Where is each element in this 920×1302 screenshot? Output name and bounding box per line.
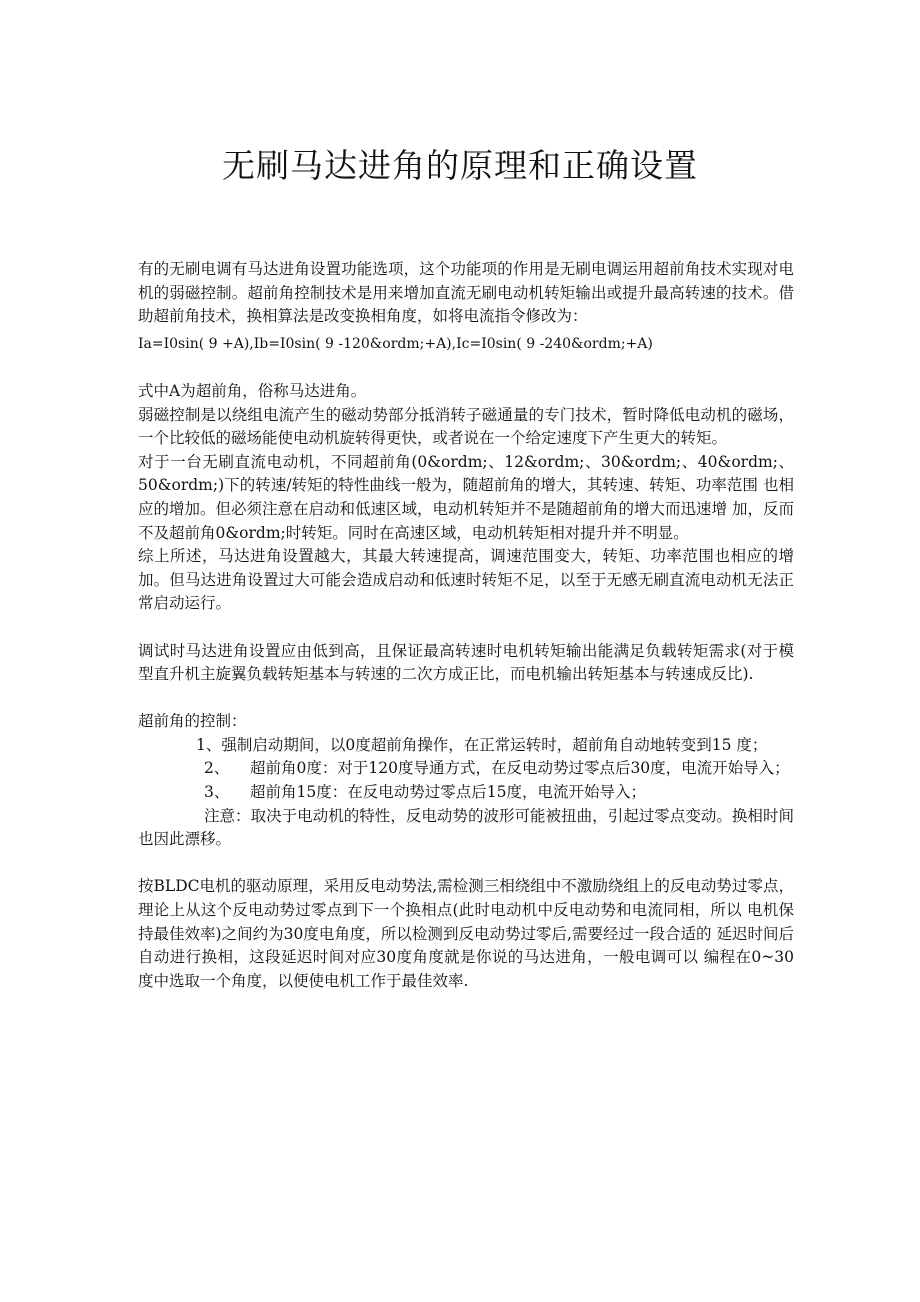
intro-paragraph: 有的无刷电调有马达进角设置功能选项，这个功能项的作用是无刷电调运用超前角技术实现对电机的弱磁控制。超前角控制技术是用来增加直流无刷电动机转矩输出或提升最高转速的技术。借助超前角技术，换相算法是改变换相角度，如将电流指令修改为： (138, 260, 794, 326)
paragraph-gap (138, 616, 794, 640)
summary-paragraph: 综上所述，马达进角设置越大，其最大转速提高，调速范围变大，转矩、功率范围也相应的增加。但马达进角设置过大可能会造成启动和低速时转矩不足，以至于无感无刷直流电动机无法正常启动运行。 (138, 547, 794, 613)
control-heading: 超前角的控制： (138, 712, 247, 731)
document-body (138, 258, 794, 993)
paragraph-gap (138, 852, 794, 876)
control-item-3 (138, 781, 794, 805)
debug-paragraph: 调试时马达进角设置应由低到高，且保证最高转速时电机转矩输出能满足负载转矩需求(对于模型直升机主旋翼负载转矩基本与转速的二次方成正比，而电机输出转矩基本与转速成反比). (138, 641, 794, 684)
formula-note: 式中A为超前角，俗称马达进角。 (138, 381, 367, 400)
weak-field-paragraph: 弱磁控制是以绕组电流产生的磁动势部分抵消转子磁通量的专门技术，暂时降低电动机的磁场，一个比较低的磁场能使电动机旋转得更快，或者说在一个给定速度下产生更大的转矩。 (138, 405, 794, 448)
note-paragraph: 注意：取决于电动机的特性，反电动势的波形可能被扭曲，引起过零点变动。换相时间也因此漂移。 (138, 806, 794, 849)
bldc-paragraph: 按BLDC电机的驱动原理，采用反电动势法,需检测三相绕组中不激励绕组上的反电动势过零点，理论上从这个反电动势过零点到下一个换相点(此时电动机中反电动势和电流同相，所以 电机保持最佳效率)之间约为30度电角度，所以检测到反电动势过零后,需要经过一段合适的 延迟时间后自动进行换相，这段延迟时间对应30度角度就是你说的马达进角，一般电调可以 编程在0~30度中选取一个角度，以便使电机工作于最佳效率. (138, 877, 794, 990)
curve-paragraph: 对于一台无刷直流电动机，不同超前角(0&ordm;、12&ordm;、30&ordm;、40&ordm;、 50&ordm;)下的转速/转矩的特性曲线一般为，随超前角的增大，其转速、转矩、功率范围 也相应的增加。但必须注意在启动和低速区域，电动机转矩并不是随超前角的增大而迅速增 加，反而不及超前角0&ordm;时转矩。同时在高速区域，电动机转矩相对提升并不明显。 (138, 452, 794, 542)
control-item-text: 超前角15度：在反电动势过零点后15度，电流开始导入； (250, 783, 646, 802)
formula-line: Ia=I0sin( 9 +A),Ib=I0sin( 9 -120&ordm;+A),Ic=I0sin( 9 -240&ordm;+A) (138, 335, 653, 352)
control-item-number: 2、 (204, 759, 230, 778)
paragraph-gap (138, 687, 794, 711)
paragraph-gap (138, 356, 794, 380)
control-item-1: 1、强制启动期间，以0度超前角操作，在正常运转时，超前角自动地转变到15 度； (196, 735, 768, 754)
control-item-2 (138, 757, 794, 781)
control-item-text: 超前角0度：对于120度导通方式，在反电动势过零点后30度，电流开始导入； (250, 759, 790, 778)
page-title: 无刷马达进角的原理和正确设置 (222, 146, 698, 186)
control-item-number: 3、 (204, 783, 230, 802)
